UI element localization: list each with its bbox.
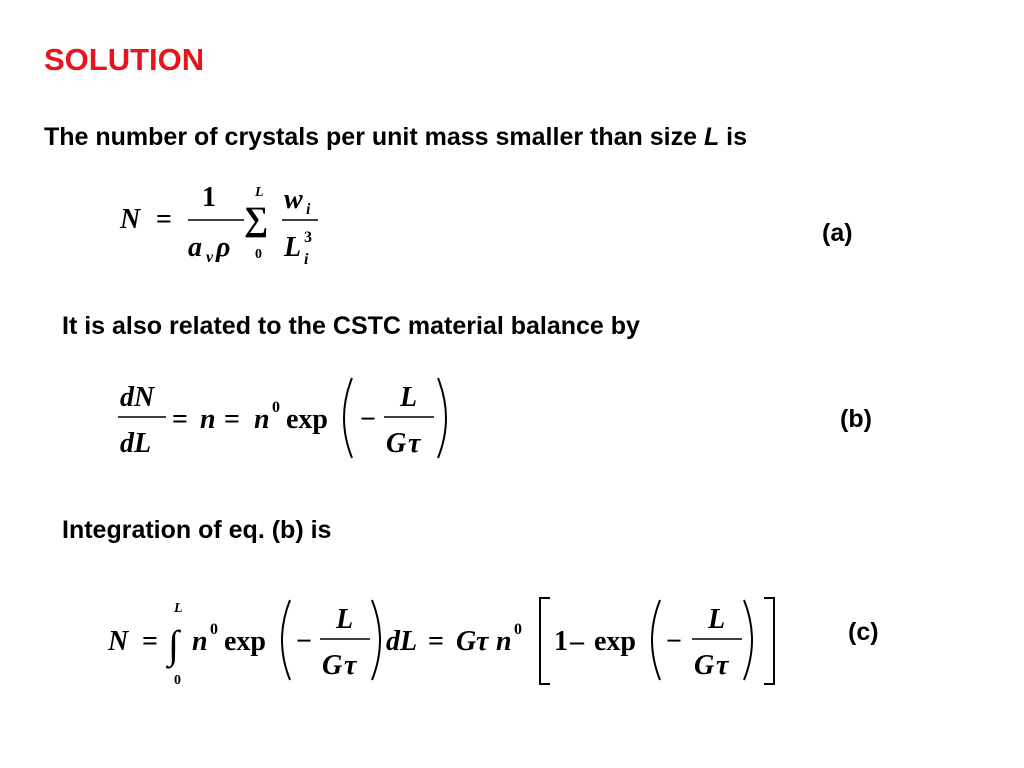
- eq-a-sum-top: L: [255, 185, 264, 200]
- balance-line: It is also related to the CSTC material balance by: [62, 312, 640, 340]
- eq-b-G: G: [386, 428, 407, 459]
- eq-a-sum-sign: ∑: [244, 201, 269, 238]
- eq-c-G3: G: [694, 650, 715, 681]
- eq-a-L: L: [284, 232, 302, 263]
- eq-b-equals-2: =: [224, 404, 240, 435]
- eq-a-numerator: 1: [202, 182, 216, 213]
- eq-c-exp: exp: [224, 626, 266, 657]
- eq-c-tau2: τ: [476, 626, 489, 657]
- eq-b-sup0: 0: [272, 399, 280, 416]
- eq-c-exp-2: exp: [594, 626, 636, 657]
- eq-c-minus-3: −: [666, 626, 682, 657]
- equation-a: [110, 178, 350, 274]
- eq-b-dN: dN: [120, 382, 155, 413]
- eq-b-dL: dL: [120, 428, 152, 459]
- eq-c-L2: L: [708, 604, 726, 635]
- eq-b-tau: τ: [408, 428, 421, 459]
- eq-c-dL: dL: [386, 626, 418, 657]
- eq-c-n2: n: [496, 626, 512, 657]
- eq-a-den-rho: ρ: [216, 232, 231, 263]
- eq-b-right-paren: [438, 378, 446, 458]
- intro-line: [44, 123, 747, 152]
- eq-b-left-paren: [344, 378, 352, 458]
- eq-b-n0: n: [254, 404, 270, 435]
- eq-a-den-a: a: [188, 232, 202, 263]
- eq-a-den-sub: v: [206, 249, 214, 266]
- intro-variable: L: [703, 123, 720, 151]
- eq-c-L: L: [336, 604, 354, 635]
- eq-a-lhs: N: [120, 204, 141, 235]
- equation-b: [112, 372, 472, 468]
- eq-c-G: G: [322, 650, 343, 681]
- eq-a-w: w: [284, 184, 303, 215]
- eq-a-label: (a): [822, 219, 853, 247]
- slide-heading: SOLUTION: [44, 42, 205, 77]
- eq-c-left-bracket: [540, 598, 550, 684]
- eq-c-left-paren-2: [652, 600, 660, 680]
- eq-c-sup0-2: 0: [514, 621, 522, 638]
- eq-c-minus-2: –: [570, 626, 584, 657]
- eq-c-int-bottom: 0: [174, 673, 181, 688]
- eq-c-left-paren-1: [282, 600, 290, 680]
- eq-c-one: 1: [554, 626, 568, 657]
- eq-c-integral-sign: ∫: [168, 622, 179, 667]
- intro-text-after: is: [719, 123, 748, 151]
- eq-a-w-sub: i: [306, 201, 311, 218]
- eq-b-L: L: [400, 382, 418, 413]
- integration-line: Integration of eq. (b) is: [62, 516, 332, 544]
- eq-b-exp: exp: [286, 404, 328, 435]
- eq-c-right-paren-2: [744, 600, 752, 680]
- eq-a-equals: =: [156, 204, 172, 235]
- eq-c-tau3: τ: [716, 650, 729, 681]
- eq-c-right-bracket: [764, 598, 774, 684]
- eq-c-minus: −: [296, 626, 312, 657]
- eq-b-minus: −: [360, 404, 376, 435]
- eq-c-sup0: 0: [210, 621, 218, 638]
- eq-c-right-paren-1: [372, 600, 380, 680]
- eq-c-N: N: [108, 626, 129, 657]
- eq-c-equals-2: =: [428, 626, 444, 657]
- eq-b-equals-1: =: [172, 404, 188, 435]
- eq-c-equals-1: =: [142, 626, 158, 657]
- eq-c-tau: τ: [344, 650, 357, 681]
- eq-c-int-top: L: [174, 601, 183, 616]
- eq-a-L-sub: i: [304, 251, 309, 268]
- eq-b-label: (b): [840, 405, 872, 433]
- eq-c-label: (c): [848, 618, 879, 646]
- eq-a-L-sup: 3: [304, 229, 312, 246]
- eq-a-sum-bottom: 0: [255, 247, 262, 262]
- eq-c-G2: G: [456, 626, 477, 657]
- eq-b-n: n: [200, 404, 216, 435]
- intro-text-before: The number of crystals per unit mass smaller than size: [44, 123, 704, 151]
- equation-c: [100, 594, 790, 694]
- eq-c-n: n: [192, 626, 208, 657]
